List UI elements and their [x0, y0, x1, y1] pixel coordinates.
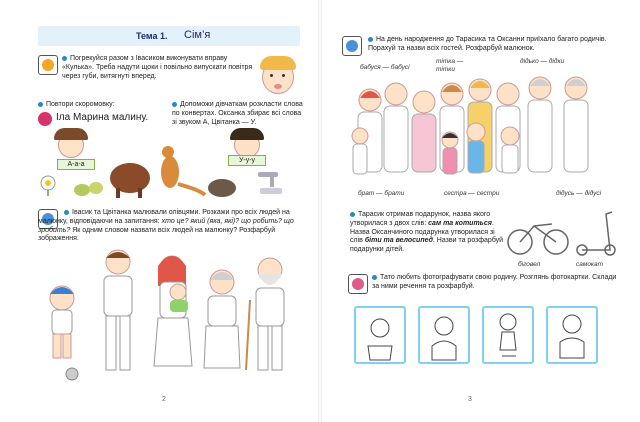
task2-body: Повтори скоромовку: — [46, 101, 115, 108]
envelope-a: А-а-а — [57, 159, 95, 170]
label-grandfather-top: дідько — дідки — [520, 58, 565, 65]
girl-cooking-sketch — [560, 315, 584, 358]
boy-eating-sketch — [368, 319, 392, 360]
girl-skating-sketch — [500, 314, 516, 356]
task4-end: Як одним словом назвати всіх людей на малюнку? Розфарбуй зображення. — [38, 226, 276, 243]
r-task2-b: . Назва Оксанчиного подарунка утворилася зі слів — [350, 219, 495, 245]
page-number-right: 3 — [468, 396, 472, 403]
mother-figure — [154, 256, 192, 366]
r-task2-c: . Назви та розфарбуй подарунки дітей. — [350, 237, 504, 253]
envelope-u: У-у-у — [228, 155, 266, 166]
label-brother: брат — брати — [358, 190, 405, 197]
task4-body: Івасик та Цвітанка малювали олівцями. Розкажи про всіх людей на малюнку, відповідаючи на запитання: — [38, 209, 290, 225]
r-task2-words: сам та котиться — [428, 219, 492, 227]
task4-questions: хто це? який (яка, які)? що робить? що зробить? — [38, 217, 294, 234]
grandfather-figure — [246, 258, 284, 370]
gift-label-bike: біговел — [518, 261, 541, 268]
right-page — [320, 0, 640, 422]
task1-body: Погрекуйся разом з Івасиком виконувати вправу «Кулька». Треба надути щоки і повільно випускати повітря через губи, витягнуті вперед. — [62, 55, 253, 80]
label-grandmother: бабуся — бабусі — [360, 64, 410, 71]
label-grandfather-bottom: дідусь — дідусі — [556, 190, 602, 197]
tongue-twister: Іла Марина малину. — [56, 112, 149, 123]
task3-body: Допоможи дівчаткам розкласти слова по конвертах. Оксанка збирає всі слова зі звуком А, Цвітанка — У. — [172, 101, 303, 126]
topic-title: Сім’я — [184, 29, 211, 41]
gift-label-scooter: самокат — [576, 261, 604, 268]
grandmother-figure — [204, 270, 240, 368]
topic-number: Тема 1. — [136, 31, 168, 41]
r-task3-body: Тато любить фотографувати свою родину. Розглянь фотокартки. Склади за ними речення та розфарбуй. — [372, 274, 617, 290]
woman-writing-sketch — [432, 317, 456, 360]
page-number-left: 2 — [162, 396, 166, 403]
r-task2-a: Тарасик отримав подарунок, назва якого утворилася з двох слів: — [350, 211, 491, 227]
label-aunt: тітка — тітки — [436, 58, 464, 74]
label-sister: сестра — сестри — [444, 190, 500, 197]
r-task1-body: На день народження до Тарасика та Оксанни приїхало багато родичів. Порахуй та назви всіх гостей. Розфарбуй малюнок. — [368, 36, 607, 52]
family-illustration — [0, 0, 320, 420]
photo-sketches — [320, 0, 640, 380]
father-figure — [104, 250, 132, 370]
boy-figure — [50, 286, 78, 380]
r-task2-words2: біти та велосипед — [364, 237, 433, 245]
